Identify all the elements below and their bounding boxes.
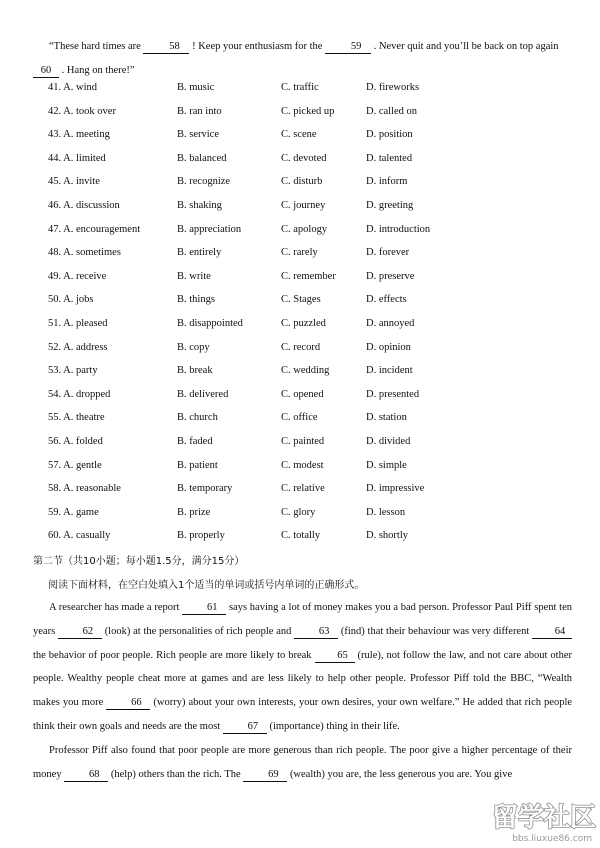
option-d: D. forever	[366, 247, 410, 259]
option-a: 45. A. invite	[48, 176, 100, 188]
option-d: D. annoyed	[366, 317, 415, 329]
passage-text: (wealth) you are, the less generous you are. You give	[289, 768, 513, 780]
option-a: 48. A. sometimes	[48, 247, 121, 259]
option-b: B. properly	[177, 530, 225, 542]
passage-text: (worry) about your own interests, your own desires, your own welfare.” He added that rich people think their own goals and needs are the most	[33, 697, 573, 732]
option-c: C. puzzled	[281, 317, 326, 329]
blank-59: 59	[325, 41, 371, 54]
option-c: C. picked up	[281, 105, 335, 117]
intro-text: . Hang on there!”	[61, 65, 135, 76]
option-d: D. introduction	[366, 223, 431, 235]
option-row	[48, 432, 568, 456]
blank-67: 67	[223, 721, 267, 734]
option-a: 47. A. encouragement	[48, 223, 141, 235]
passage-text: A researcher has made a report	[49, 602, 180, 613]
option-row	[48, 125, 568, 149]
passage-text: the behavior of poor people. Rich people are more likely to break	[33, 649, 312, 661]
option-a: 42. A. took over	[48, 105, 116, 117]
option-c: C. traffic	[281, 82, 319, 93]
option-c: C. painted	[281, 435, 325, 447]
option-row	[48, 290, 568, 314]
option-d: D. called on	[366, 105, 418, 117]
blank-58: 58	[143, 41, 189, 54]
passage-text: (rule), not follow the law, and not care about other people. Wealthy people cheat more at games and are less likely to help other people. Professor Piff told the BBC, “Wealth makes you more	[33, 649, 573, 709]
option-b: B. entirely	[177, 247, 222, 259]
option-a: 54. A. dropped	[48, 388, 111, 400]
option-d: D. position	[366, 129, 413, 141]
section-instruction: 阅读下面材料，在空白处填入1个适当的单词或括号内单词的正确形式。	[48, 580, 365, 591]
option-a: 56. A. folded	[48, 435, 103, 447]
option-d: D. presented	[366, 388, 420, 400]
option-row	[48, 172, 568, 196]
passage-text: (help) others than the rich. The	[110, 768, 241, 780]
blank-63: 63	[294, 626, 338, 639]
passage-paragraph-1	[33, 596, 572, 739]
option-b: B. temporary	[177, 483, 233, 495]
option-b: B. appreciation	[177, 223, 242, 235]
option-a: 52. A. address	[48, 341, 108, 353]
option-row	[48, 267, 568, 291]
option-b: B. church	[177, 412, 218, 424]
passage-text: says having a lot of money makes you a bad person. Professor Paul Piff spent ten years	[33, 602, 573, 637]
option-b: B. service	[177, 129, 219, 141]
option-c: C. Stages	[281, 294, 321, 306]
option-b: B. patient	[177, 459, 218, 471]
option-a: 51. A. pleased	[48, 317, 108, 329]
option-c: C. glory	[281, 506, 316, 518]
option-b: B. balanced	[177, 152, 227, 164]
option-b: B. delivered	[177, 388, 229, 400]
blank-64: 64	[532, 626, 572, 639]
blank-68: 68	[64, 769, 108, 782]
option-c: C. totally	[281, 530, 321, 542]
blank-62: 62	[58, 626, 102, 639]
blank-60: 60	[33, 65, 59, 78]
blank-69: 69	[243, 769, 287, 782]
option-b: B. music	[177, 82, 215, 93]
blank-65: 65	[315, 650, 355, 663]
option-c: C. apology	[281, 223, 328, 235]
passage-text: Professor Piff also found that poor people are more generous than rich people. The poor give a higher percentage of their money	[33, 744, 572, 780]
option-row	[48, 102, 568, 126]
option-c: C. modest	[281, 459, 324, 471]
option-c: C. devoted	[281, 152, 327, 164]
option-c: C. relative	[281, 483, 325, 495]
option-b: B. break	[177, 365, 213, 377]
option-b: B. faded	[177, 435, 213, 447]
option-c: C. opened	[281, 388, 324, 400]
option-a: 44. A. limited	[48, 152, 106, 164]
blank-61: 61	[182, 602, 226, 615]
option-row	[48, 196, 568, 220]
option-c: C. rarely	[281, 247, 318, 259]
option-row	[48, 385, 568, 409]
option-d: D. incident	[366, 365, 413, 377]
option-d: D. simple	[366, 459, 407, 471]
grammar-fill-passage	[33, 596, 572, 786]
watermark-url: bbs.liuxue86.com	[512, 834, 592, 844]
passage-text: (importance) thing in their life.	[269, 720, 400, 732]
option-d: D. inform	[366, 176, 408, 188]
option-c: C. wedding	[281, 365, 330, 377]
passage-text: (find) that their behaviour was very different	[340, 625, 530, 637]
cloze-passage-ending	[33, 35, 578, 83]
option-row	[48, 503, 568, 527]
option-a: 46. A. discussion	[48, 199, 120, 211]
option-b: B. disappointed	[177, 317, 243, 329]
option-d: D. station	[366, 412, 407, 424]
option-c: C. disturb	[281, 176, 323, 188]
option-row	[48, 456, 568, 480]
option-c: C. scene	[281, 129, 317, 141]
option-c: C. office	[281, 412, 318, 424]
option-c: C. record	[281, 341, 321, 353]
option-row	[48, 220, 568, 244]
option-d: D. opinion	[366, 341, 411, 353]
option-d: D. fireworks	[366, 82, 420, 93]
option-row	[48, 361, 568, 385]
option-row	[48, 314, 568, 338]
blank-66: 66	[106, 697, 150, 710]
passage-text: (look) at the personalities of rich people and	[104, 625, 292, 637]
option-a: 53. A. party	[48, 365, 98, 377]
watermark-logo-text: 留学社区	[491, 803, 596, 833]
option-row	[48, 149, 568, 173]
section-heading: 第二节（共10小题；每小题1.5分，满分15分）	[33, 556, 245, 567]
option-row	[48, 479, 568, 503]
option-a: 59. A. game	[48, 506, 99, 518]
option-d: D. impressive	[366, 483, 425, 495]
option-b: B. recognize	[177, 176, 231, 188]
option-row	[48, 408, 568, 432]
option-d: D. lesson	[366, 506, 406, 518]
option-a: 60. A. casually	[48, 530, 111, 542]
option-b: B. shaking	[177, 199, 222, 211]
option-b: B. ran into	[177, 105, 222, 117]
option-d: D. talented	[366, 152, 413, 164]
option-d: D. divided	[366, 435, 411, 447]
option-a: 50. A. jobs	[48, 294, 94, 306]
option-b: B. prize	[177, 506, 211, 518]
option-d: D. preserve	[366, 270, 415, 282]
option-row	[48, 338, 568, 362]
option-a: 49. A. receive	[48, 270, 107, 282]
option-a: 43. A. meeting	[48, 129, 110, 141]
passage-paragraph-2	[33, 739, 572, 787]
options-list	[48, 78, 568, 550]
option-d: D. effects	[366, 294, 407, 306]
option-row	[48, 78, 568, 102]
intro-text: “These hard times are	[49, 41, 141, 52]
option-a: 41. A. wind	[48, 82, 98, 93]
option-d: D. greeting	[366, 199, 414, 211]
option-b: B. copy	[177, 341, 210, 353]
option-a: 55. A. theatre	[48, 412, 105, 424]
option-d: D. shortly	[366, 530, 408, 542]
option-row	[48, 243, 568, 267]
option-c: C. journey	[281, 199, 326, 211]
intro-line-1	[33, 35, 578, 59]
option-a: 57. A. gentle	[48, 459, 102, 471]
option-a: 58. A. reasonable	[48, 483, 121, 495]
intro-text: ! Keep your enthusiasm for the	[192, 41, 323, 52]
option-c: C. remember	[281, 270, 336, 282]
option-b: B. write	[177, 270, 211, 282]
option-row	[48, 526, 568, 550]
intro-text: . Never quit and you’ll be back on top again	[373, 41, 559, 52]
option-b: B. things	[177, 294, 215, 306]
